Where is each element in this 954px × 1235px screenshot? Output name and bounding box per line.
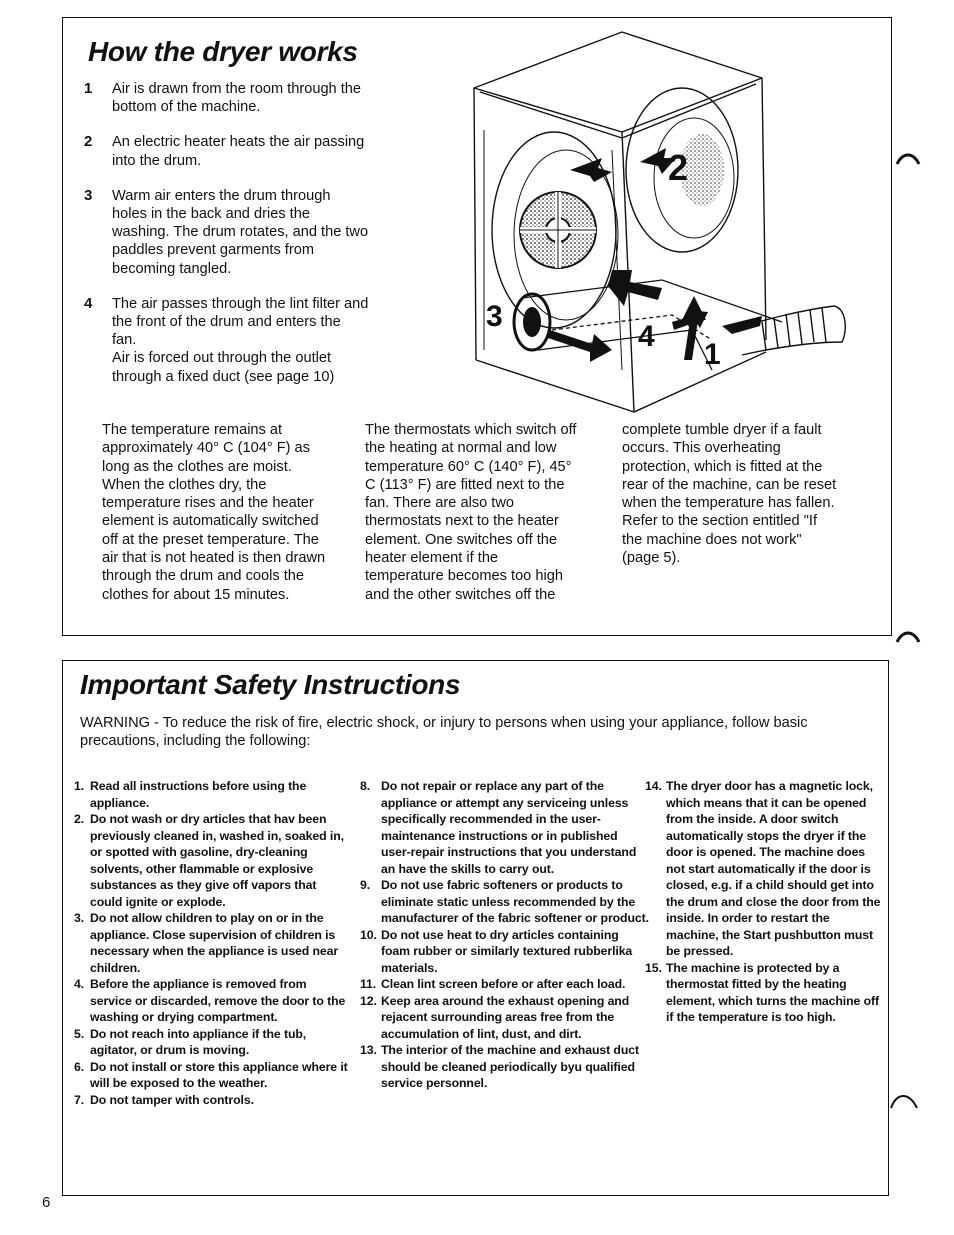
list-item: 8. Do not repair or replace any part of the appliance or attempt any serviceing unless specifically recommended in the user-maintenance instructions or in published user-repair instructions that you understand an have the skills to carry out. <box>360 779 637 876</box>
dryer-airflow-illustration <box>462 30 862 425</box>
step-number: 4 <box>84 294 93 312</box>
list-item: 3. Do not allow children to play on or in the appliance. Close supervision of children is necessary when the appliance is used near children. <box>74 911 339 975</box>
temperature-paragraph: The temperature remains at approximately 40° C (104° F) as long as the clothes are moist. When the clothes dry, the temperature rises and the heater element is automatically switched off at the preset temperature. The air that is not heated is then drawn through the drum and cools the clothes for about 15 minutes. <box>102 422 326 603</box>
step-text: The air passes through the lint filter and the front of the drum and enters the fan. <box>112 295 369 349</box>
diagram-label-4: 4 <box>638 320 655 353</box>
list-item: 6. Do not install or store this appliance where it will be exposed to the weather. <box>74 1059 348 1090</box>
list-item: 14. The dryer door has a magnetic lock, which means that it can be opened from the inside. A door switch automatically stops the dryer if the door is opened. The machine does not start automatically if the door is closed, e.g. if a child should get into the drum and close the door from the inside. In order to restart the machine, the Start pushbutton must be pressed. <box>645 779 881 958</box>
safety-list-column-1 <box>74 778 349 1108</box>
list-item: 2. Do not wash or dry articles that hav been previously cleaned in, washed in, soaked in, or spotted with gasoline, dry-cleaning solvents, other flammable or explosive substances as they give off vapors that could ignite or explode. <box>74 812 344 909</box>
list-item: 13. The interior of the machine and exhaust duct should be cleaned periodically byu qualified service personnel. <box>360 1043 639 1090</box>
margin-mark-icon <box>895 150 921 168</box>
list-item: 4. Before the appliance is removed from service or discarded, remove the door to the washing or drying compartment. <box>74 977 346 1024</box>
step-3 <box>84 187 369 278</box>
diagram-label-2: 2 <box>668 147 689 188</box>
step-1 <box>84 80 369 116</box>
page-number: 6 <box>42 1194 51 1211</box>
list-item: 11. Clean lint screen before or after each load. <box>360 977 626 991</box>
step-text: An electric heater heats the air passing into the drum. <box>112 134 365 169</box>
step-2 <box>84 133 369 169</box>
thermostat-paragraph: The thermostats which switch off the heating at normal and low temperature 60° C (140° F), 45° C (113° F) are fitted next to the fan. There are also two thermostats next to the heater element. One switches off the heater element if the temperature becomes too high and the other switches off the <box>365 422 577 603</box>
margin-mark-icon <box>889 1090 919 1112</box>
list-item: 15. The machine is protected by a thermostat fitted by the heating element, which turns the machine off if the temperature is too high. <box>645 960 879 1024</box>
diagram-label-3: 3 <box>486 300 503 333</box>
list-item: 12. Keep area around the exhaust opening and rejacent surrounding areas free from the accumulation of lint, dust, and dirt. <box>360 993 630 1041</box>
safety-list-column-2 <box>360 778 650 1092</box>
list-item: 5. Do not reach into appliance if the tub, agitator, or drum is moving. <box>74 1026 307 1057</box>
step-text-continued: Air is forced out through the outlet through a fixed duct (see page 10) <box>112 350 335 385</box>
warning-text: WARNING - To reduce the risk of fire, electric shock, or injury to persons when using your appliance, follow basic precautions, including the following: <box>80 715 808 749</box>
diagram-label-1: 1 <box>704 338 721 371</box>
list-item: 9. Do not use fabric softeners or products to eliminate static unless recommended by the manufacturer of the fabric softener or product. <box>360 878 649 925</box>
list-item: 7. Do not tamper with controls. <box>74 1092 254 1107</box>
step-number: 2 <box>84 133 93 151</box>
step-text: Air is drawn from the room through the bottom of the machine. <box>112 81 362 116</box>
list-item: 1. Read all instructions before using the appliance. <box>74 779 307 810</box>
list-item: 10. Do not use heat to dry articles containing foam rubber or similarly textured rubberlika materials. <box>360 927 633 975</box>
step-4 <box>84 295 369 386</box>
step-number: 1 <box>84 80 93 97</box>
safety-list-column-3 <box>645 778 885 1026</box>
step-text: Warm air enters the drum through holes in the back and dries the washing. The drum rotates, and the two paddles prevent garments from becoming tangled. <box>112 187 369 277</box>
margin-mark-icon <box>895 628 921 646</box>
step-number: 3 <box>84 186 93 204</box>
how-dryer-works-title: How the dryer works <box>88 36 358 67</box>
overheating-paragraph: complete tumble dryer if a fault occurs. This overheating protection, which is fitted at the rear of the machine, can be reset when the temperature has fallen. Refer to the section entitled "If the machine does not work" (page 5). <box>622 422 837 567</box>
safety-title: Important Safety Instructions <box>80 669 461 700</box>
steps-list <box>84 80 369 386</box>
